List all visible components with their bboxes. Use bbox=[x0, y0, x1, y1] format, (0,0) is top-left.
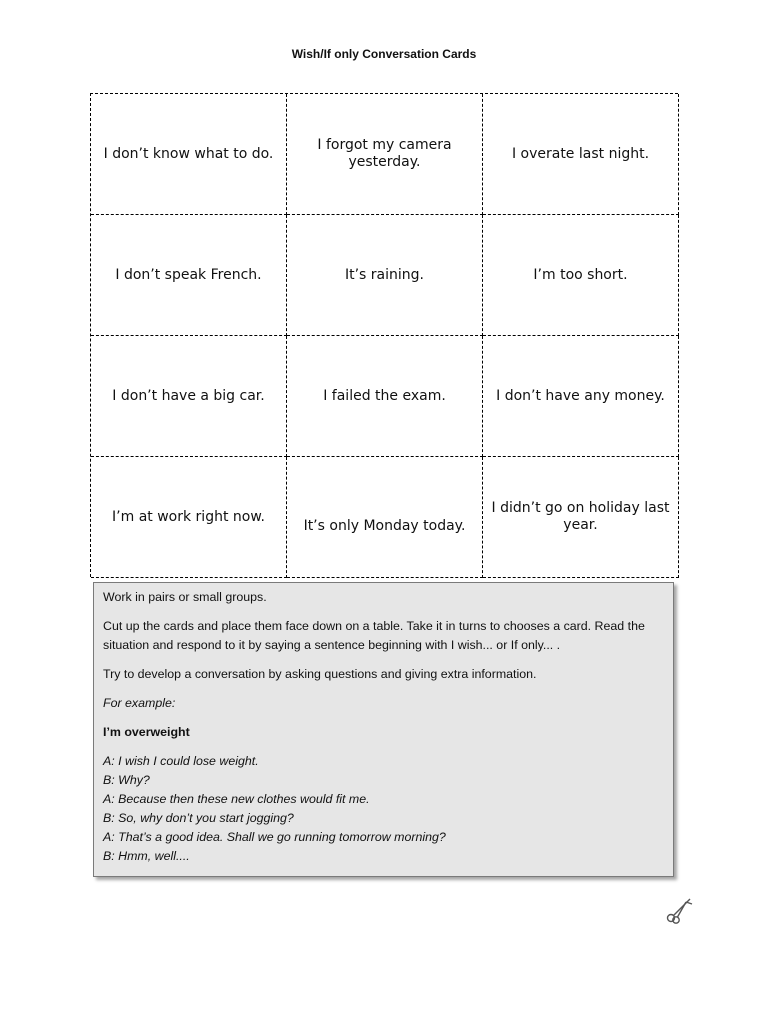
instructions-box bbox=[93, 582, 674, 877]
example-dialogue bbox=[103, 752, 664, 866]
example-label: For example: bbox=[103, 696, 176, 710]
card: I failed the exam. bbox=[287, 336, 483, 457]
card: I’m at work right now. bbox=[91, 457, 287, 578]
dialogue-line: A: I wish I could lose weight. bbox=[103, 754, 259, 768]
card-grid bbox=[90, 93, 678, 577]
instruction-text: Work in pairs or small groups. bbox=[103, 590, 267, 604]
card: I’m too short. bbox=[483, 215, 679, 336]
page-title: Wish/If only Conversation Cards bbox=[291, 47, 477, 61]
card: I don’t have a big car. bbox=[91, 336, 287, 457]
card: I don’t speak French. bbox=[91, 215, 287, 336]
card: I don’t know what to do. bbox=[91, 94, 287, 215]
instruction-text: Cut up the cards and place them face down on a table. Take it in turns to chooses a card. Read the situation and respond to it by saying a sentence beginning with I wish... or If only... . bbox=[103, 619, 645, 652]
card: It’s only Monday today. bbox=[287, 457, 483, 578]
dialogue-line: A: Because then these new clothes would fit me. bbox=[103, 792, 370, 806]
example-title: I’m overweight bbox=[103, 725, 190, 739]
card: I forgot my camera yesterday. bbox=[287, 94, 483, 215]
card: I didn’t go on holiday last year. bbox=[483, 457, 679, 578]
dialogue-line: B: Hmm, well.... bbox=[103, 849, 190, 863]
dialogue-line: B: Why? bbox=[103, 773, 150, 787]
scissors-icon bbox=[664, 896, 694, 924]
card: I overate last night. bbox=[483, 94, 679, 215]
card: I don’t have any money. bbox=[483, 336, 679, 457]
dialogue-line: A: That’s a good idea. Shall we go running tomorrow morning? bbox=[103, 830, 446, 844]
instruction-text: Try to develop a conversation by asking questions and giving extra information. bbox=[103, 667, 537, 681]
card: It’s raining. bbox=[287, 215, 483, 336]
dialogue-line: B: So, why don’t you start jogging? bbox=[103, 811, 294, 825]
